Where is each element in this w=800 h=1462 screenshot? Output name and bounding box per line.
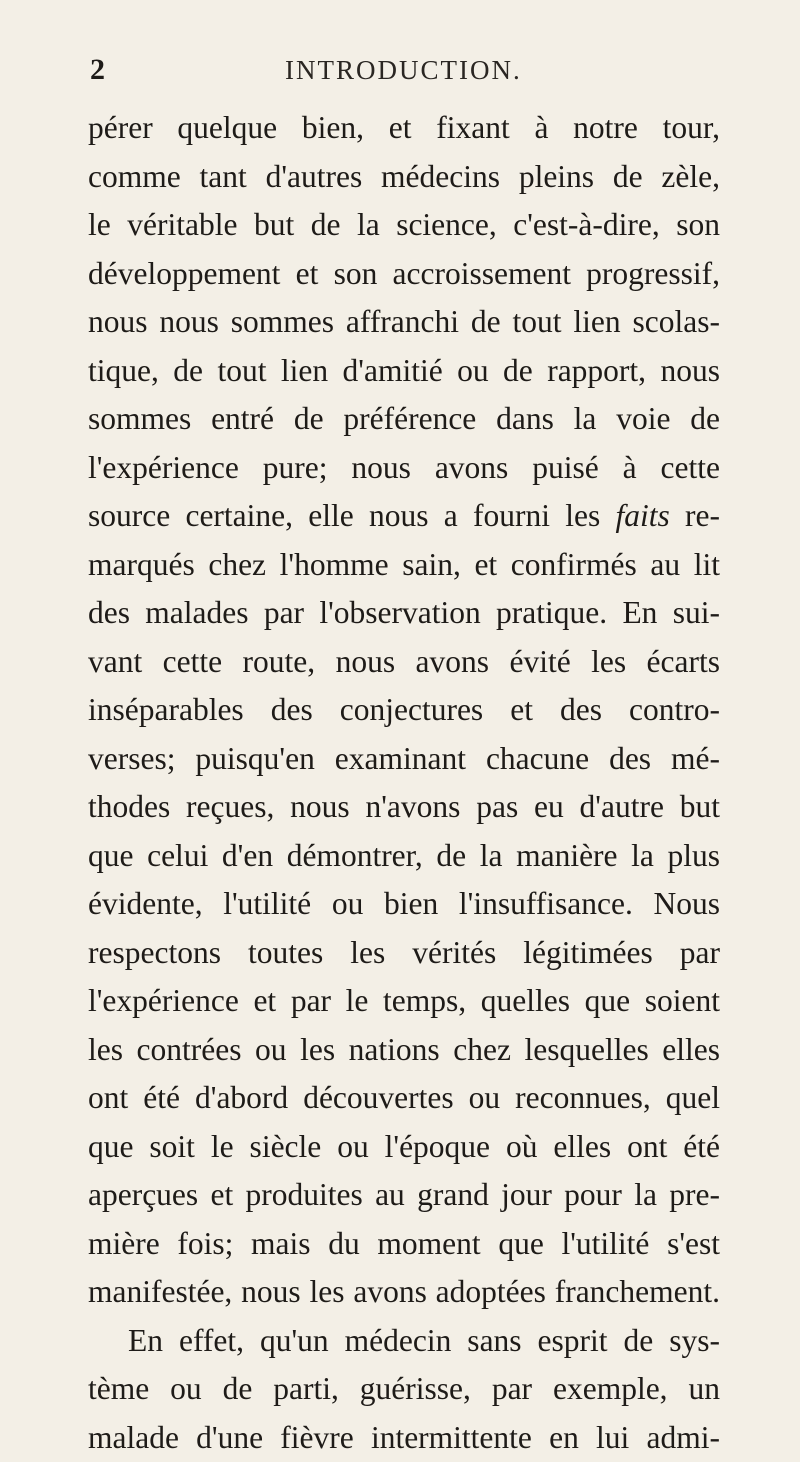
text-line: vant cette route, nous avons évité les écarts: [88, 638, 720, 687]
text-line: tique, de tout lien d'amitié ou de rapport, nous: [88, 347, 720, 396]
page-number: 2: [90, 50, 105, 90]
text-line: inséparables des conjectures et des contro-: [88, 686, 720, 735]
text-line: marqués chez l'homme sain, et confirmés au lit: [88, 541, 720, 590]
text-line: nous nous sommes affranchi de tout lien scolas-: [88, 298, 720, 347]
text-line: manifestée, nous les avons adoptées franchement.: [88, 1268, 720, 1317]
text-line: pérer quelque bien, et fixant à notre tour,: [88, 104, 720, 153]
text-line: l'expérience pure; nous avons puisé à cette: [88, 444, 720, 493]
italic-word: faits: [616, 498, 670, 533]
text-line: mière fois; mais du moment que l'utilité s'est: [88, 1220, 720, 1269]
text-line-with-italic: [88, 492, 720, 541]
text-line: aperçues et produites au grand jour pour la pre-: [88, 1171, 720, 1220]
text-line: comme tant d'autres médecins pleins de zèle,: [88, 153, 720, 202]
text-line: verses; puisqu'en examinant chacune des mé-: [88, 735, 720, 784]
text-line: tème ou de parti, guérisse, par exemple, un: [88, 1365, 720, 1414]
text-line: que soit le siècle ou l'époque où elles ont été: [88, 1123, 720, 1172]
text-line: des malades par l'observation pratique. En sui-: [88, 589, 720, 638]
text-line-start: source certaine, elle nous a fourni les: [88, 498, 600, 533]
text-line: le véritable but de la science, c'est-à-dire, son: [88, 201, 720, 250]
text-line: l'expérience et par le temps, quelles que soient: [88, 977, 720, 1026]
text-line: que celui d'en démontrer, de la manière la plus: [88, 832, 720, 881]
text-line-paragraph-start: En effet, qu'un médecin sans esprit de sys-: [88, 1317, 720, 1366]
running-head: INTRODUCTION.: [285, 50, 522, 90]
body-text: [88, 104, 720, 1462]
text-line: sommes entré de préférence dans la voie de: [88, 395, 720, 444]
text-line: ont été d'abord découvertes ou reconnues, quel: [88, 1074, 720, 1123]
text-line: thodes reçues, nous n'avons pas eu d'autre but: [88, 783, 720, 832]
text-line: malade d'une fièvre intermittente en lui admi-: [88, 1414, 720, 1462]
page-header: [90, 50, 730, 90]
text-line: respectons toutes les vérités légitimées par: [88, 929, 720, 978]
text-line: développement et son accroissement progressif,: [88, 250, 720, 299]
text-line: évidente, l'utilité ou bien l'insuffisance. Nous: [88, 880, 720, 929]
text-line: les contrées ou les nations chez lesquelles elles: [88, 1026, 720, 1075]
text-line-end: re-: [685, 498, 720, 533]
